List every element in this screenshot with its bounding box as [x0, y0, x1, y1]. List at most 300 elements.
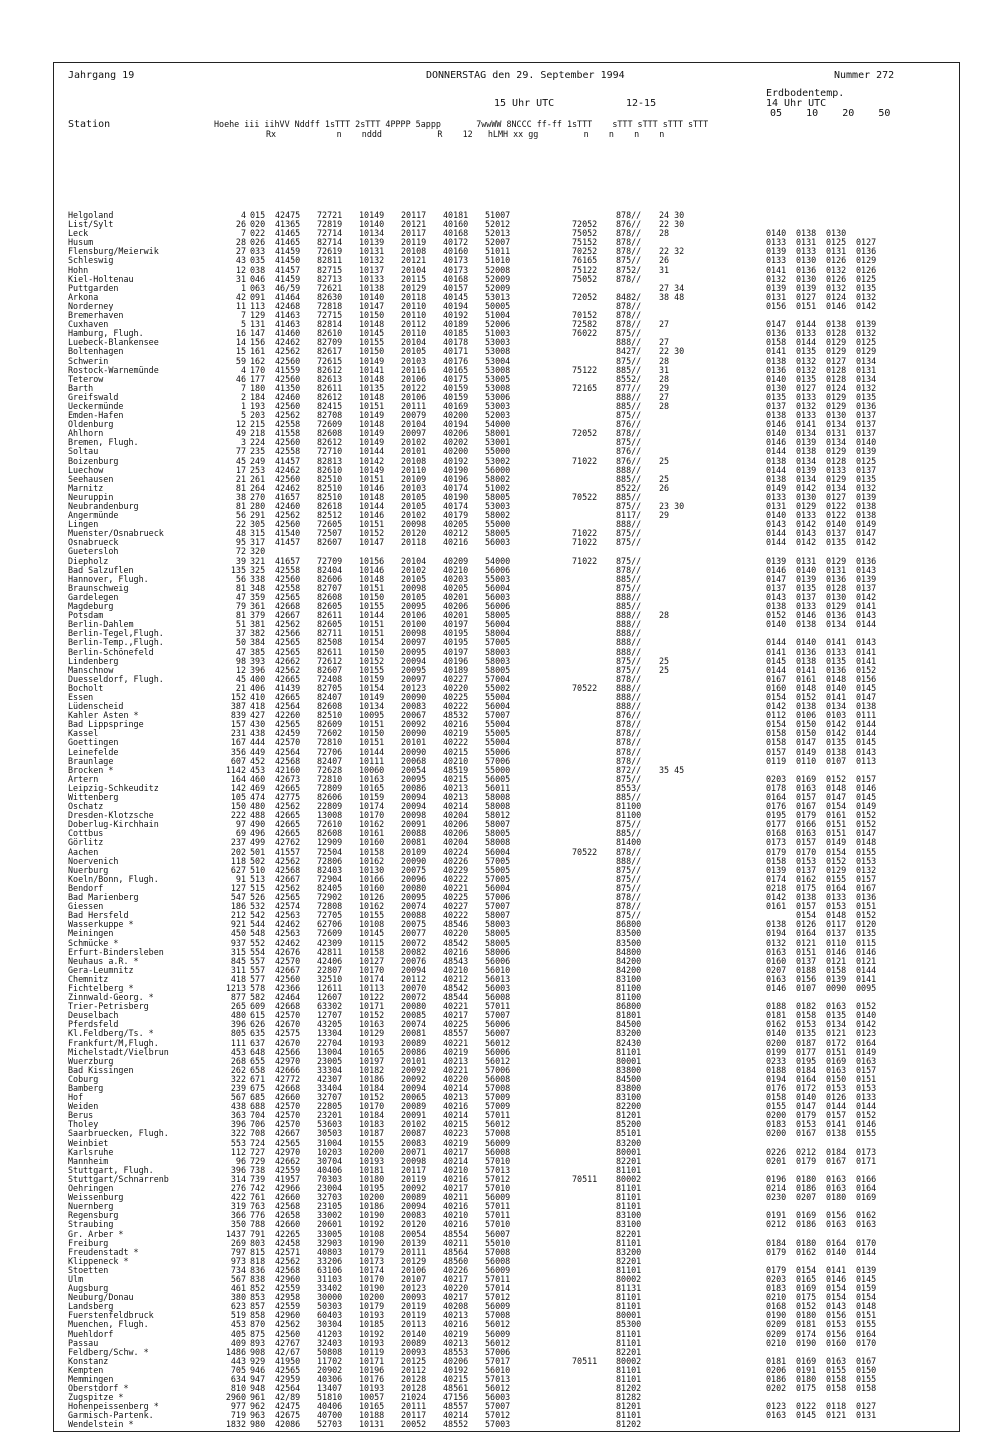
group-8nccc: 8552/	[616, 373, 642, 384]
height: 322	[230, 1073, 246, 1084]
height: 719	[230, 1410, 246, 1421]
group-nddff: 72902	[317, 892, 343, 903]
soil-temp-10: 0172	[796, 1083, 817, 1093]
height: 350	[230, 1219, 246, 1230]
station-id: 557	[250, 955, 266, 966]
group-5appp: 57005	[485, 637, 511, 648]
soil-temp-10: 0133	[796, 410, 817, 421]
soil-temp-10: 0153	[796, 855, 817, 866]
soil-temp-20: 0129	[826, 346, 847, 357]
group-1sttt: 10150	[359, 591, 385, 602]
soil-temp-10: 0150	[796, 719, 817, 730]
station-id: 022	[250, 228, 266, 239]
soil-temp-10: 0175	[796, 1292, 817, 1303]
group-2sttt: 20089	[401, 1337, 427, 1348]
height: 47	[235, 591, 246, 602]
station-id: 499	[250, 837, 266, 848]
group-8nccc: 81202	[616, 1383, 642, 1394]
group-1sttt: 10176	[359, 1374, 385, 1384]
group-4pppp: 40225	[443, 1019, 469, 1030]
group-5appp: 55000	[485, 764, 511, 775]
station-id: 162	[250, 355, 266, 366]
soil-temp-50: 0135	[856, 391, 877, 402]
soil-temp-10: 0143	[796, 528, 817, 539]
height: 31	[235, 273, 246, 284]
group-nddff: 72615	[317, 355, 343, 366]
group-1sttt: 10131	[359, 246, 385, 257]
group-5appp: 57009	[485, 1092, 511, 1103]
station-id: 658	[250, 1064, 266, 1075]
group-ffff: 28	[659, 373, 670, 384]
height: 12	[235, 419, 246, 430]
group-nddff: 63106	[317, 1264, 343, 1275]
group-4pppp: 40229	[443, 864, 469, 875]
group-8nccc: 878//	[616, 246, 642, 257]
group-ffff: 23 30	[659, 501, 685, 511]
soil-temp-50: 0144	[856, 728, 877, 739]
station-id: 474	[250, 792, 266, 802]
group-5appp: 52006	[485, 319, 511, 330]
soil-temp-05: 0203	[766, 1273, 787, 1284]
soil-temp-05: 0155	[766, 1101, 787, 1112]
group-4pppp: 40211	[443, 1237, 469, 1248]
height: 627	[230, 864, 246, 875]
station-id: 305	[250, 519, 266, 530]
soil-temp-10: 0169	[796, 1210, 817, 1221]
group-nddff: 72809	[317, 782, 343, 793]
soil-temp-05: 0181	[766, 1355, 787, 1366]
group-8nccc: 82201	[616, 1255, 642, 1266]
group-ihvv: 42570	[275, 1101, 301, 1112]
height: 519	[230, 1310, 246, 1321]
station-name: Regensburg	[68, 1211, 119, 1221]
group-4pppp: 40220	[443, 1283, 469, 1294]
station-name: Norderney	[68, 301, 114, 311]
station-id: 253	[250, 464, 266, 475]
group-nddff: 40406	[317, 1164, 343, 1175]
soil-temp-05: 0176	[766, 801, 787, 812]
height: 623	[230, 1301, 246, 1312]
group-4pppp: 48557	[443, 1401, 469, 1412]
group-4pppp: 40169	[443, 400, 469, 411]
group-1sttt: 10174	[359, 1264, 385, 1275]
soil-temp-20: 0155	[826, 1364, 847, 1375]
soil-temp-05: 0152	[766, 610, 787, 621]
soil-temp-50: 0151	[856, 901, 877, 912]
group-ffff: 35 45	[659, 764, 685, 775]
height: 262	[230, 1064, 246, 1075]
height: 480	[230, 1010, 246, 1021]
station-id: 908	[250, 1346, 266, 1357]
soil-temp-50: 0131	[856, 364, 877, 375]
soil-temp-50: 0138	[856, 510, 877, 521]
height: 11	[235, 300, 246, 311]
soil-temp-05: 0158	[766, 337, 787, 348]
report-sheet	[53, 62, 960, 1432]
group-ihvv: 41465	[275, 237, 301, 248]
soil-temp-50: 0164	[856, 1328, 877, 1339]
soil-temp-05: 0131	[766, 501, 787, 511]
group-8nccc: 878//	[616, 228, 642, 239]
group-4pppp: 40213	[443, 1337, 469, 1348]
group-ffff: 28	[659, 400, 670, 411]
group-8nccc: 83200	[616, 1246, 642, 1257]
station-id: 554	[250, 946, 266, 957]
station-name: Essen	[68, 692, 94, 702]
soil-temp-10: 0186	[796, 1219, 817, 1230]
station-id: 963	[250, 1410, 266, 1421]
height: 810	[230, 1383, 246, 1394]
soil-temp-05: 0140	[766, 619, 787, 630]
soil-temp-05: 0158	[766, 737, 787, 748]
group-1sttt: 10147	[359, 537, 385, 548]
soil-temp-20: 0141	[826, 1119, 847, 1130]
group-1sttt: 10155	[359, 337, 385, 348]
station-id: 706	[250, 1119, 266, 1130]
soil-temp-05: 0168	[766, 1301, 787, 1312]
soil-temp-05: 0230	[766, 1192, 787, 1203]
issue-number: Nummer 272	[834, 70, 895, 81]
group-2sttt: 20104	[401, 337, 427, 348]
station-name: Gera-Leumnitz	[68, 965, 134, 975]
soil-temp-20: 0136	[826, 664, 847, 675]
group-nddff: 82612	[317, 364, 343, 375]
group-1sttt: 10140	[359, 291, 385, 302]
soil-temp-50: 0150	[856, 1364, 877, 1375]
soil-temp-10: 0142	[796, 482, 817, 493]
obs-time: 15 Uhr UTC	[494, 98, 555, 109]
group-ihvv: 42568	[275, 755, 301, 766]
group-ihvv: 42460	[275, 501, 301, 511]
soil-temp-20: 0153	[826, 1319, 847, 1330]
group-1sttt: 10134	[359, 228, 385, 239]
soil-temp-05: 0200	[766, 1037, 787, 1048]
group-4pppp: 40168	[443, 228, 469, 239]
group-1sttt: 10163	[359, 1019, 385, 1030]
group-5appp: 53003	[485, 400, 511, 411]
soil-temp-20: 0132	[826, 264, 847, 275]
soil-temp-05: 0210	[766, 1292, 787, 1303]
group-5appp: 56004	[485, 882, 511, 893]
group-ihvv: 42/89	[275, 1392, 301, 1403]
group-5appp: 57008	[485, 1246, 511, 1257]
group-8nccc: 878//	[616, 273, 642, 284]
group-5appp: 53003	[485, 501, 511, 511]
group-8nccc: 875//	[616, 864, 642, 875]
station-name: Teterow	[68, 374, 104, 384]
height: 98	[235, 655, 246, 666]
group-nddff: 70303	[317, 1173, 343, 1184]
soil-temp-05: 0173	[766, 837, 787, 848]
group-nddff: 82606	[317, 573, 343, 584]
soil-temp-05: 0158	[766, 728, 787, 739]
soil-temp-20: 0107	[826, 755, 847, 766]
soil-temp-05: 0163	[766, 973, 787, 984]
station-id: 321	[250, 555, 266, 566]
station-id: 577	[250, 973, 266, 984]
group-5appp: 58001	[485, 428, 511, 439]
soil-temp-50: 0152	[856, 810, 877, 821]
group-2sttt: 20094	[401, 655, 427, 666]
group-2sttt: 20108	[401, 246, 427, 257]
group-ihvv: 42562	[275, 882, 301, 893]
group-2sttt: 20054	[401, 1228, 427, 1239]
group-7wwww: 76165	[572, 255, 598, 266]
group-8nccc: 83100	[616, 1210, 642, 1221]
soil-temp-50: 0173	[856, 1146, 877, 1157]
group-8nccc: 81131	[616, 1283, 642, 1294]
group-5appp: 55004	[485, 691, 511, 702]
group-ihvv: 42558	[275, 564, 301, 575]
group-4pppp: 40175	[443, 373, 469, 384]
group-1sttt: 10151	[359, 519, 385, 530]
group-8nccc: 81101	[616, 1364, 642, 1375]
group-2sttt: 20081	[401, 837, 427, 848]
soil-temp-10: 0139	[796, 464, 817, 475]
group-5appp: 57004	[485, 673, 511, 684]
station-name: Soltau	[68, 447, 99, 457]
soil-temp-50: 0138	[856, 501, 877, 511]
soil-temp-10: 0164	[796, 928, 817, 939]
group-4pppp: 40205	[443, 582, 469, 593]
group-4pppp: 40165	[443, 364, 469, 375]
station-name: Erfurt-Bindersleben	[68, 947, 164, 957]
station-name: Bad Salzuflen	[68, 565, 134, 575]
group-1sttt: 10131	[359, 1419, 385, 1430]
station-id: 738	[250, 1164, 266, 1175]
group-8nccc: 878//	[616, 300, 642, 311]
soil-temp-20: 0133	[826, 892, 847, 903]
station-name: Cottbus	[68, 829, 104, 839]
soil-temp-20: 0153	[826, 901, 847, 912]
group-1sttt: 10139	[359, 237, 385, 248]
soil-temp-20: 0121	[826, 955, 847, 966]
group-4pppp: 40206	[443, 819, 469, 830]
group-4pppp: 48560	[443, 1255, 469, 1266]
height: 97	[235, 819, 246, 830]
station-id: 947	[250, 1374, 266, 1384]
group-ihvv: 42673	[275, 773, 301, 784]
soil-temp-05: 0141	[766, 646, 787, 657]
soil-temp-05: 0164	[766, 792, 787, 802]
height: 409	[230, 1337, 246, 1348]
group-nddff: 40306	[317, 1374, 343, 1384]
station-id: 763	[250, 1201, 266, 1212]
group-5appp: 56008	[485, 1073, 511, 1084]
group-5appp: 56009	[485, 1301, 511, 1312]
group-8nccc: 86800	[616, 919, 642, 930]
group-4pppp: 40160	[443, 219, 469, 230]
group-nddff: 30000	[317, 1292, 343, 1303]
group-nddff: 42406	[317, 955, 343, 966]
soil-temp-50: 0142	[856, 537, 877, 548]
group-ihvv: 42462	[275, 482, 301, 493]
soil-temp-50: 0144	[856, 1101, 877, 1112]
station-table	[54, 211, 961, 1430]
height: 547	[230, 892, 246, 903]
station-id: 249	[250, 455, 266, 466]
group-1sttt: 10135	[359, 382, 385, 393]
group-nddff: 32510	[317, 973, 343, 984]
group-2sttt: 20075	[401, 919, 427, 930]
height: 405	[230, 1328, 246, 1339]
group-8nccc: 888//	[616, 619, 642, 630]
soil-temp-10: 0135	[796, 373, 817, 384]
group-4pppp: 48557	[443, 1028, 469, 1039]
group-4pppp: 40213	[443, 1310, 469, 1321]
group-2sttt: 20080	[401, 882, 427, 893]
soil-temp-20: 0150	[826, 1073, 847, 1084]
group-4pppp: 40196	[443, 655, 469, 666]
station-id: 091	[250, 291, 266, 302]
soil-temp-20: 0148	[826, 673, 847, 684]
group-1sttt: 10144	[359, 446, 385, 457]
group-4pppp: 40212	[443, 973, 469, 984]
station-id: 648	[250, 1046, 266, 1057]
group-5appp: 51007	[485, 210, 511, 220]
group-2sttt: 20107	[401, 1273, 427, 1284]
group-8nccc: 885//	[616, 473, 642, 484]
soil-temp-10: 0122	[796, 1401, 817, 1412]
group-8nccc: 84500	[616, 1019, 642, 1030]
group-nddff: 22704	[317, 1037, 343, 1048]
height: 81	[235, 482, 246, 493]
group-5appp: 53004	[485, 355, 511, 366]
group-ihvv: 42562	[275, 410, 301, 421]
soil-temp-50: 0157	[856, 1064, 877, 1075]
height: 1142	[225, 764, 246, 775]
soil-temp-05: 0133	[766, 255, 787, 266]
group-4pppp: 40221	[443, 882, 469, 893]
group-nddff: 82512	[317, 510, 343, 521]
soil-temp-20: 0156	[826, 1310, 847, 1321]
station-id: 853	[250, 1292, 266, 1303]
soil-temp-10: 0181	[796, 1319, 817, 1330]
group-ihvv: 41950	[275, 1355, 301, 1366]
group-nddff: 13004	[317, 1046, 343, 1057]
group-ihvv: 42559	[275, 1164, 301, 1175]
group-ihvv: 41463	[275, 319, 301, 330]
group-nddff: 72806	[317, 855, 343, 866]
soil-temp-title: Erdbodentemp.	[766, 88, 845, 99]
group-1sttt: 10145	[359, 928, 385, 939]
soil-temp-10: 0179	[796, 1110, 817, 1121]
group-5appp: 56007	[485, 1228, 511, 1239]
group-2sttt: 20095	[401, 773, 427, 784]
group-5appp: 57007	[485, 901, 511, 912]
group-2sttt: 20079	[401, 410, 427, 421]
group-5appp: 57005	[485, 873, 511, 884]
group-nddff: 42309	[317, 937, 343, 948]
soil-temp-50: 0152	[856, 1110, 877, 1121]
group-ihvv: 42960	[275, 1273, 301, 1284]
soil-temp-50: 0153	[856, 1083, 877, 1093]
soil-temp-20: 0122	[826, 510, 847, 521]
station-name: Leinefelde	[68, 747, 119, 757]
soil-temp-05: 0146	[766, 564, 787, 575]
group-8nccc: 83800	[616, 1064, 642, 1075]
station-id: 836	[250, 1264, 266, 1275]
soil-temp-10: 0138	[796, 619, 817, 630]
group-nddff: 82608	[317, 828, 343, 839]
station-name: Mannheim	[68, 1156, 109, 1166]
group-5appp: 58003	[485, 646, 511, 657]
group-8nccc: 888//	[616, 855, 642, 866]
soil-temp-05: 0200	[766, 1128, 787, 1139]
station-id: 235	[250, 446, 266, 457]
soil-temp-05: 0139	[766, 282, 787, 293]
soil-temp-10: 0163	[796, 828, 817, 839]
group-1sttt: 10060	[359, 764, 385, 775]
group-8nccc: 8752/	[616, 264, 642, 275]
group-8nccc: 875//	[616, 255, 642, 266]
height: 276	[230, 1183, 246, 1194]
soil-temp-50: 0170	[856, 1237, 877, 1248]
group-ihvv: 42558	[275, 419, 301, 430]
height: 96	[235, 1155, 246, 1166]
group-1sttt: 10170	[359, 1101, 385, 1112]
group-nddff: 82610	[317, 464, 343, 475]
group-5appp: 57007	[485, 1010, 511, 1021]
soil-temp-05: 0194	[766, 1073, 787, 1084]
group-2sttt: 20110	[401, 310, 427, 321]
group-nddff: 33402	[317, 1283, 343, 1294]
soil-temp-05: 0201	[766, 1155, 787, 1166]
group-2sttt: 20098	[401, 582, 427, 593]
group-nddff: 82510	[317, 482, 343, 493]
soil-temp-20: 0140	[826, 519, 847, 530]
group-1sttt: 10173	[359, 1255, 385, 1266]
group-ihvv: 42260	[275, 710, 301, 721]
group-8nccc: 888//	[616, 628, 642, 639]
group-5appp: 56006	[485, 955, 511, 966]
group-2sttt: 20105	[401, 591, 427, 602]
height: 46	[235, 373, 246, 384]
station-id: 626	[250, 1019, 266, 1030]
group-8nccc: 84200	[616, 955, 642, 966]
group-1sttt: 10146	[359, 482, 385, 493]
group-nddff: 31004	[317, 1137, 343, 1148]
group-8nccc: 876//	[616, 419, 642, 430]
group-2sttt: 20087	[401, 1128, 427, 1139]
height: 973	[230, 1255, 246, 1266]
group-5appp: 57011	[485, 1001, 511, 1012]
group-nddff: 72715	[317, 310, 343, 321]
group-4pppp: 40211	[443, 1192, 469, 1203]
station-name: Koeln/Bonn, Flugh.	[68, 874, 159, 884]
group-5appp: 57008	[485, 1083, 511, 1093]
soil-temp-20: 0126	[826, 1092, 847, 1103]
group-5appp: 55002	[485, 682, 511, 693]
station-name: Neuhaus a.R. *	[68, 956, 139, 966]
group-nddff: 82713	[317, 273, 343, 284]
group-nddff: 82813	[317, 455, 343, 466]
group-8nccc: 875//	[616, 882, 642, 893]
group-nddff: 82617	[317, 346, 343, 357]
soil-temp-50: 0146	[856, 1119, 877, 1130]
group-1sttt: 10152	[359, 655, 385, 666]
group-ihvv: 42668	[275, 601, 301, 612]
group-nddff: 72602	[317, 728, 343, 739]
soil-temp-10: 0153	[796, 1119, 817, 1130]
group-ihvv: 42462	[275, 937, 301, 948]
soil-temp-10: 0182	[796, 1001, 817, 1012]
soil-temp-10: 0139	[796, 282, 817, 293]
group-ihvv: 42667	[275, 610, 301, 621]
group-5appp: 58003	[485, 655, 511, 666]
group-nddff: 20601	[317, 1219, 343, 1230]
station-name: Oehringen	[68, 1184, 114, 1194]
